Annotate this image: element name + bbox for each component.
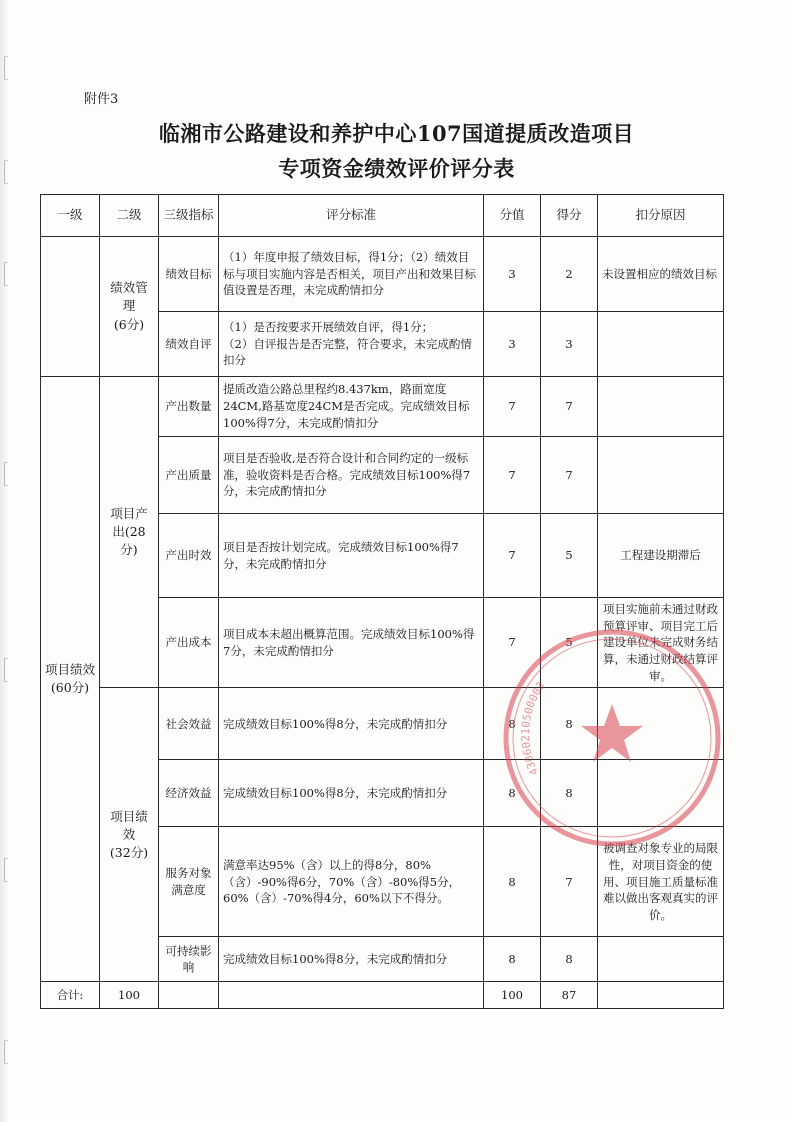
- header-standard: 评分标准: [219, 195, 484, 237]
- binding-mark: [4, 56, 8, 80]
- table-row: [41, 688, 724, 760]
- score-cell: 8: [484, 688, 541, 760]
- obtained-cell: 7: [541, 377, 598, 437]
- annex-label: 附件3: [84, 92, 119, 107]
- reason-cell: [598, 377, 724, 437]
- standard-cell: 满意率达95%（含）以上的得8分，80%（含）-90%得6分，70%（含）-80%得5分，60%（含）-70%得4分，60%以下不得分。: [219, 827, 484, 937]
- total-obtained: 87: [541, 982, 598, 1009]
- document-subtitle: 专项资金绩效评价评分表: [278, 156, 515, 181]
- standard-cell: 项目成本未超出概算范围。完成绩效目标100%得7分，未完成酌情扣分: [219, 598, 484, 688]
- reason-cell: [598, 760, 724, 827]
- obtained-cell: 3: [541, 312, 598, 377]
- standard-cell: 项目是否验收,是否符合设计和合同约定的一级标准，验收资料是否合格。完成绩效目标100%得7分，未完成酌情扣分: [219, 437, 484, 514]
- total-label: 合计:: [41, 982, 100, 1009]
- total-score: 100: [484, 982, 541, 1009]
- header-level1: 一级: [41, 195, 100, 237]
- score-cell: 7: [484, 598, 541, 688]
- score-cell: 3: [484, 237, 541, 312]
- indicator-cell: 产出时效: [159, 514, 219, 598]
- indicator-cell: 经济效益: [159, 760, 219, 827]
- reason-cell: 未设置相应的绩效目标: [598, 237, 724, 312]
- indicator-cell: 可持续影响: [159, 937, 219, 982]
- score-cell: 8: [484, 760, 541, 827]
- score-cell: 7: [484, 377, 541, 437]
- reason-cell: [598, 688, 724, 760]
- level1-empty-cell: [41, 237, 100, 377]
- indicator-cell: 绩效目标: [159, 237, 219, 312]
- reason-cell: 被调查对象专业的局限性，对项目资金的使用、项目施工质量标准难以做出客观真实的评价。: [598, 827, 724, 937]
- standard-cell: 提质改造公路总里程约8.437km，路面宽度24CM,路基宽度24CM是否完成。完成绩效目标100%得7分，未完成酌情扣分: [219, 377, 484, 437]
- score-cell: 7: [484, 514, 541, 598]
- indicator-cell: 产出质量: [159, 437, 219, 514]
- standard-cell: 完成绩效目标100%得8分，未完成酌情扣分: [219, 760, 484, 827]
- obtained-cell: 8: [541, 760, 598, 827]
- binding-mark: [4, 462, 8, 486]
- binding-mark: [4, 262, 8, 286]
- total-empty-cell: [219, 982, 484, 1009]
- binding-mark: [4, 658, 8, 682]
- standard-cell: 完成绩效目标100%得8分，未完成酌情扣分: [219, 688, 484, 760]
- standard-cell: 完成绩效目标100%得8分，未完成酌情扣分: [219, 937, 484, 982]
- total-empty-cell: [159, 982, 219, 1009]
- standard-cell: （1）是否按要求开展绩效自评，得1分； （2）自评报告是否完整，符合要求，未完成酌情扣分: [219, 312, 484, 377]
- indicator-cell: 社会效益: [159, 688, 219, 760]
- reason-cell: [598, 437, 724, 514]
- reason-cell: 项目实施前未通过财政预算评审、项目完工后建设单位未完成财务结算，未通过财政结算评审。: [598, 598, 724, 688]
- level2-effect: 项目绩 效 (32分): [100, 688, 159, 982]
- level2-mgmt: 绩效管 理 (6分): [100, 237, 159, 377]
- binding-mark: [4, 1040, 8, 1064]
- level1-perf: 项目绩效 (60分): [41, 377, 100, 982]
- reason-cell: 工程建设期滞后: [598, 514, 724, 598]
- score-cell: 8: [484, 827, 541, 937]
- indicator-cell: 产出数量: [159, 377, 219, 437]
- binding-mark: [4, 858, 8, 882]
- header-level3: 三级指标: [159, 195, 219, 237]
- level2-output: 项目产 出(28 分): [100, 377, 159, 688]
- total-row: [41, 982, 724, 1009]
- seal-code: 43060210500003: [519, 679, 548, 778]
- obtained-cell: 2: [541, 237, 598, 312]
- total-empty-cell: [598, 982, 724, 1009]
- reason-cell: [598, 937, 724, 982]
- total-level2-value: 100: [100, 982, 159, 1009]
- table-row: [41, 237, 724, 312]
- obtained-cell: 5: [541, 514, 598, 598]
- standard-cell: （1）年度申报了绩效目标，得1分；（2）绩效目标与项目实施内容是否相关，项目产出和效果目标值设置是否理，未完成酌情扣分: [219, 237, 484, 312]
- header-row: [41, 195, 724, 237]
- document-title: 临湘市公路建设和养护中心107国道提质改造项目: [158, 121, 635, 146]
- obtained-cell: 8: [541, 937, 598, 982]
- score-cell: 8: [484, 937, 541, 982]
- score-table: [40, 194, 724, 1009]
- indicator-cell: 服务对象满意度: [159, 827, 219, 937]
- obtained-cell: 7: [541, 437, 598, 514]
- obtained-cell: 5: [541, 598, 598, 688]
- standard-cell: 项目是否按计划完成。完成绩效目标100%得7分，未完成酌情扣分: [219, 514, 484, 598]
- header-level2: 二级: [100, 195, 159, 237]
- indicator-cell: 产出成本: [159, 598, 219, 688]
- obtained-cell: 8: [541, 688, 598, 760]
- table-row: [41, 377, 724, 437]
- obtained-cell: 7: [541, 827, 598, 937]
- score-cell: 3: [484, 312, 541, 377]
- indicator-cell: 绩效自评: [159, 312, 219, 377]
- header-score: 分值: [484, 195, 541, 237]
- reason-cell: [598, 312, 724, 377]
- header-obtained: 得分: [541, 195, 598, 237]
- header-reason: 扣分原因: [598, 195, 724, 237]
- score-cell: 7: [484, 437, 541, 514]
